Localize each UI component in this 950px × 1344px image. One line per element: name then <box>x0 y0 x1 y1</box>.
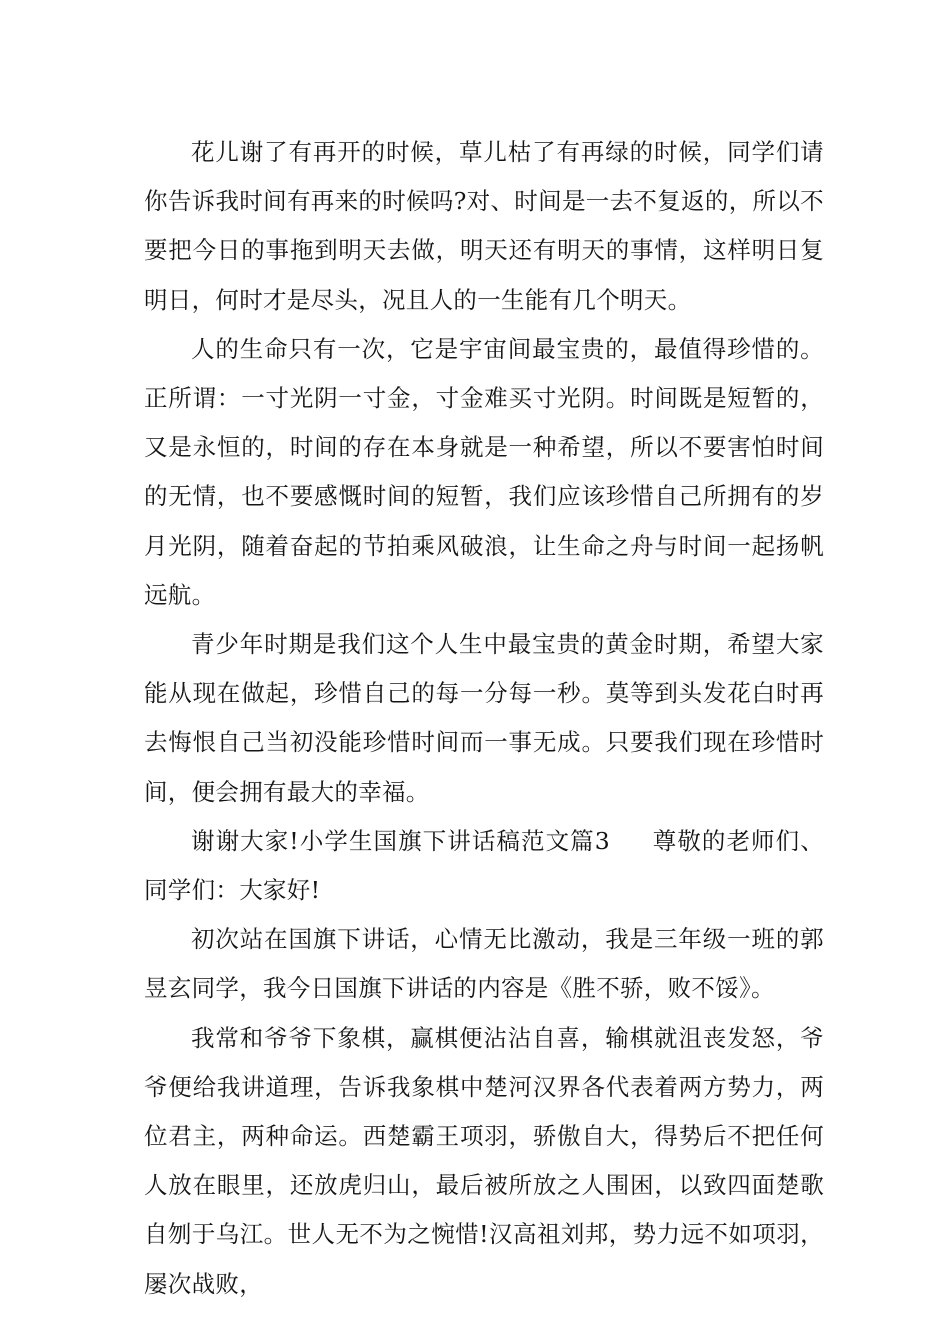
paragraph-life-once: 人的生命只有一次，它是宇宙间最宝贵的，最值得珍惜的。正所谓：一寸光阴一寸金，寸金难买寸光阴。时间既是短暂的，又是永恒的，时间的存在本身就是一种希望，所以不要害怕时间的无情，也不要感慨时间的短暂，我们应该珍惜自己所拥有的岁月光阴，随着奋起的节拍乘风破浪，让生命之舟与时间一起扬帆远航。 <box>144 334 824 609</box>
thanks-and-title: 谢谢大家!小学生国旗下讲话稿范文篇3 <box>191 826 610 855</box>
paragraph-time-returns: 花儿谢了有再开的时候，草儿枯了有再绿的时候，同学们请你告诉我时间有再来的时候吗?对、时间是一去不复返的，所以不要把今日的事拖到明天去做，明天还有明天的事情，这样明日复明日，何时才是尽头，况且人的一生能有几个明天。 <box>144 138 824 314</box>
paragraph-heading-line <box>144 817 824 915</box>
paragraph-chess-story: 我常和爷爷下象棋，赢棋便沾沾自喜，输棋就沮丧发怒，爷爷便给我讲道理，告诉我象棋中楚河汉界各代表着两方势力，两位君主，两种命运。西楚霸王项羽，骄傲自大，得势后不把任何人放在眼里，还放虎归山，最后被所放之人围困，以致四面楚歌自刎于乌江。世人无不为之惋惜!汉高祖刘邦，势力远不如项羽，屡次战败， <box>144 1023 824 1298</box>
document-body <box>144 128 824 1309</box>
paragraph-first-speech: 初次站在国旗下讲话，心情无比激动，我是三年级一班的郭昱玄同学，我今日国旗下讲话的内容是《胜不骄，败不馁》。 <box>144 925 824 1003</box>
greeting: 尊敬的老师们、同学们：大家好! <box>144 826 824 905</box>
paragraph-youth: 青少年时期是我们这个人生中最宝贵的黄金时期，希望大家能从现在做起，珍惜自己的每一分每一秒。莫等到头发花白时再去悔恨自己当初没能珍惜时间而一事无成。只要我们现在珍惜时间，便会拥有最大的幸福。 <box>144 630 824 806</box>
